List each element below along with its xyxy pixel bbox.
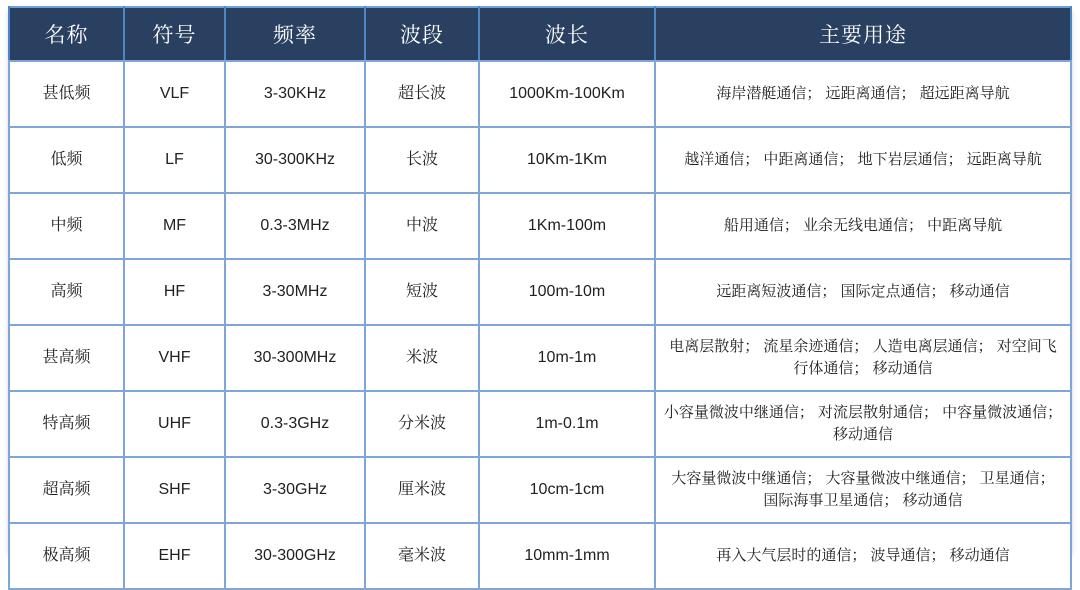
table-body [9, 61, 1071, 589]
cell-usage: 远距离短波通信； 国际定点通信； 移动通信 [655, 259, 1071, 325]
cell-symbol: MF [124, 193, 225, 259]
header-cell-name: 名称 [9, 7, 124, 61]
cell-frequency: 3-30GHz [225, 457, 365, 523]
cell-band: 短波 [365, 259, 479, 325]
cell-band: 米波 [365, 325, 479, 391]
cell-usage: 船用通信； 业余无线电通信； 中距离导航 [655, 193, 1071, 259]
cell-name: 甚低频 [9, 61, 124, 127]
cell-symbol: SHF [124, 457, 225, 523]
cell-frequency: 3-30KHz [225, 61, 365, 127]
cell-name: 低频 [9, 127, 124, 193]
cell-band: 毫米波 [365, 523, 479, 589]
cell-frequency: 30-300MHz [225, 325, 365, 391]
cell-name: 极高频 [9, 523, 124, 589]
cell-frequency: 0.3-3GHz [225, 391, 365, 457]
header-cell-frequency: 频率 [225, 7, 365, 61]
table-row-shf [9, 457, 1071, 523]
cell-name: 中频 [9, 193, 124, 259]
cell-symbol: UHF [124, 391, 225, 457]
cell-symbol: VLF [124, 61, 225, 127]
frequency-band-table [8, 6, 1072, 590]
table-row-uhf [9, 391, 1071, 457]
cell-name: 甚高频 [9, 325, 124, 391]
cell-band: 分米波 [365, 391, 479, 457]
cell-band: 长波 [365, 127, 479, 193]
frequency-band-table-container [8, 6, 1072, 565]
cell-wavelength: 10Km-1Km [479, 127, 655, 193]
cell-band: 厘米波 [365, 457, 479, 523]
cell-symbol: LF [124, 127, 225, 193]
cell-frequency: 3-30MHz [225, 259, 365, 325]
cell-name: 特高频 [9, 391, 124, 457]
cell-frequency: 30-300GHz [225, 523, 365, 589]
table-row-mf [9, 193, 1071, 259]
cell-usage: 越洋通信； 中距离通信； 地下岩层通信； 远距离导航 [655, 127, 1071, 193]
cell-wavelength: 10cm-1cm [479, 457, 655, 523]
cell-wavelength: 1m-0.1m [479, 391, 655, 457]
table-row-ehf [9, 523, 1071, 589]
cell-band: 中波 [365, 193, 479, 259]
cell-usage: 电离层散射； 流星余迹通信； 人造电离层通信； 对空间飞行体通信； 移动通信 [655, 325, 1071, 391]
cell-symbol: VHF [124, 325, 225, 391]
header-cell-symbol: 符号 [124, 7, 225, 61]
cell-usage: 小容量微波中继通信； 对流层散射通信； 中容量微波通信； 移动通信 [655, 391, 1071, 457]
cell-wavelength: 10mm-1mm [479, 523, 655, 589]
table-row-vlf [9, 61, 1071, 127]
cell-wavelength: 1000Km-100Km [479, 61, 655, 127]
cell-band: 超长波 [365, 61, 479, 127]
header-cell-band: 波段 [365, 7, 479, 61]
table-header-row [9, 7, 1071, 61]
header-cell-wavelength: 波长 [479, 7, 655, 61]
table-row-vhf [9, 325, 1071, 391]
cell-name: 超高频 [9, 457, 124, 523]
table-row-hf [9, 259, 1071, 325]
header-cell-usage: 主要用途 [655, 7, 1071, 61]
table-row-lf [9, 127, 1071, 193]
cell-frequency: 0.3-3MHz [225, 193, 365, 259]
cell-symbol: EHF [124, 523, 225, 589]
cell-wavelength: 100m-10m [479, 259, 655, 325]
cell-usage: 再入大气层时的通信； 波导通信； 移动通信 [655, 523, 1071, 589]
cell-wavelength: 1Km-100m [479, 193, 655, 259]
cell-name: 高频 [9, 259, 124, 325]
cell-usage: 大容量微波中继通信； 大容量微波中继通信； 卫星通信； 国际海事卫星通信； 移动通信 [655, 457, 1071, 523]
cell-wavelength: 10m-1m [479, 325, 655, 391]
cell-symbol: HF [124, 259, 225, 325]
cell-usage: 海岸潜艇通信； 远距离通信； 超远距离导航 [655, 61, 1071, 127]
cell-frequency: 30-300KHz [225, 127, 365, 193]
